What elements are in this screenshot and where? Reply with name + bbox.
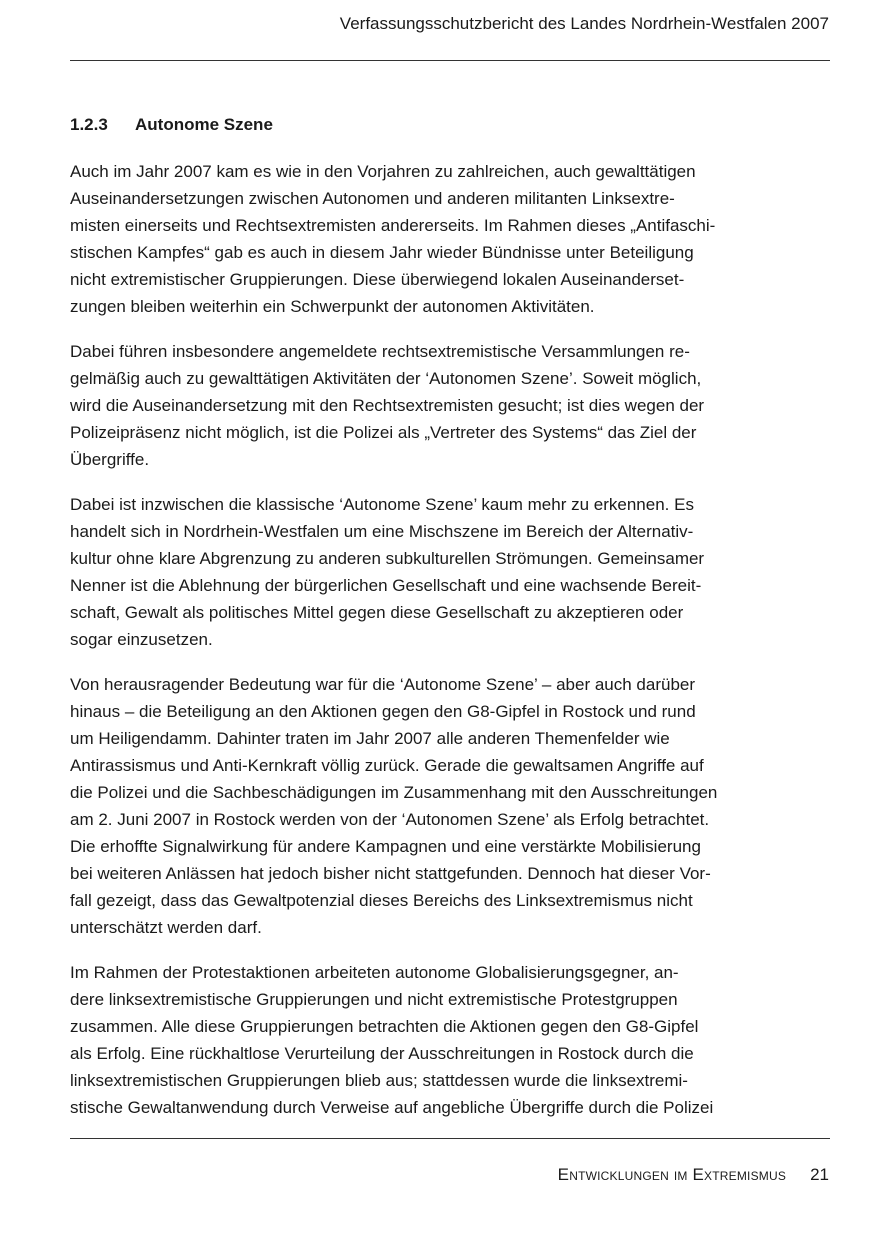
text-line: hinaus – die Beteiligung an den Aktionen gegen den G8-Gipfel in Rostock und rund [70, 702, 696, 721]
text-line: wird die Auseinandersetzung mit den Rechtsextremisten gesucht; ist dies wegen der [70, 396, 705, 415]
page-body [70, 112, 830, 1139]
section-title: Autonome Szene [135, 115, 273, 134]
text-line: linksextremistischen Gruppierungen blieb aus; stattdessen wurde die linksextremi- [70, 1071, 688, 1090]
section-number: 1.2.3 [70, 115, 108, 134]
paragraph [70, 491, 830, 653]
text-line: gelmäßig auch zu gewalttätigen Aktivitäten der ‘Autonomen Szene’. Soweit möglich, [70, 369, 702, 388]
text-line: um Heiligendamm. Dahinter traten im Jahr 2007 alle anderen Themenfelder wie [70, 729, 670, 748]
text-line: Von herausragender Bedeutung war für die ‘Autonome Szene’ – aber auch darüber [70, 675, 696, 694]
footer-section-title: Entwicklungen im Extremismus [557, 1165, 787, 1184]
text-line: Antirassismus und Anti-Kernkraft völlig zurück. Gerade die gewaltsamen Angriffe auf [70, 756, 704, 775]
paragraph [70, 959, 830, 1121]
paragraph [70, 338, 830, 473]
text-line: unterschätzt werden darf. [70, 918, 262, 937]
body-text [70, 158, 830, 1121]
text-line: Dabei führen insbesondere angemeldete rechtsextremistische Versammlungen re- [70, 342, 690, 361]
text-line: Nenner ist die Ablehnung der bürgerlichen Gesellschaft und eine wachsende Bereit- [70, 576, 702, 595]
text-line: Auch im Jahr 2007 kam es wie in den Vorjahren zu zahlreichen, auch gewalttätigen [70, 162, 696, 181]
text-line: Übergriffe. [70, 450, 150, 469]
text-line: fall gezeigt, dass das Gewaltpotenzial dieses Bereichs des Linksextremismus nicht [70, 891, 693, 910]
text-line: am 2. Juni 2007 in Rostock werden von der ‘Autonomen Szene’ als Erfolg betrachtet. [70, 810, 710, 829]
text-line: schaft, Gewalt als politisches Mittel gegen diese Gesellschaft zu akzeptieren oder [70, 603, 684, 622]
text-line: nicht extremistischer Gruppierungen. Diese überwiegend lokalen Auseinanderset- [70, 270, 685, 289]
page-number: 21 [810, 1165, 829, 1184]
text-line: bei weiteren Anlässen hat jedoch bisher nicht stattgefunden. Dennoch hat dieser Vor- [70, 864, 711, 883]
text-line: misten einerseits und Rechtsextremisten andererseits. Im Rahmen dieses „Antifaschi- [70, 216, 716, 235]
text-line: kultur ohne klare Abgrenzung zu anderen subkulturellen Strömungen. Gemeinsamer [70, 549, 705, 568]
running-header: Verfassungsschutzbericht des Landes Nordrhein-Westfalen 2007 [339, 14, 829, 33]
footer-divider [70, 1138, 830, 1139]
text-line: Auseinandersetzungen zwischen Autonomen und anderen militanten Linksextre- [70, 189, 675, 208]
text-line: zungen bleiben weiterhin ein Schwerpunkt der autonomen Aktivitäten. [70, 297, 595, 316]
text-line: Dabei ist inzwischen die klassische ‘Autonome Szene’ kaum mehr zu erkennen. Es [70, 495, 694, 514]
text-line: zusammen. Alle diese Gruppierungen betrachten die Aktionen gegen den G8-Gipfel [70, 1017, 699, 1036]
text-line: dere linksextremistische Gruppierungen und nicht extremistische Protestgruppen [70, 990, 678, 1009]
paragraph [70, 671, 830, 941]
text-line: stischen Kampfes“ gab es auch in diesem Jahr wieder Bündnisse unter Beteiligung [70, 243, 694, 262]
page-footer [558, 1164, 829, 1186]
header-divider [70, 60, 830, 61]
text-line: stische Gewaltanwendung durch Verweise auf angebliche Übergriffe durch die Polizei [70, 1098, 714, 1117]
text-line: sogar einzusetzen. [70, 630, 213, 649]
paragraph [70, 158, 830, 320]
text-line: als Erfolg. Eine rückhaltlose Verurteilung der Ausschreitungen in Rostock durch die [70, 1044, 694, 1063]
section-heading [70, 112, 830, 138]
text-line: Im Rahmen der Protestaktionen arbeiteten autonome Globalisierungsgegner, an- [70, 963, 679, 982]
text-line: handelt sich in Nordrhein-Westfalen um eine Mischszene im Bereich der Alternativ- [70, 522, 694, 541]
text-line: Polizeipräsenz nicht möglich, ist die Polizei als „Vertreter des Systems“ das Ziel der [70, 423, 697, 442]
text-line: Die erhoffte Signalwirkung für andere Kampagnen und eine verstärkte Mobilisierung [70, 837, 701, 856]
text-line: die Polizei und die Sachbeschädigungen im Zusammenhang mit den Ausschreitungen [70, 783, 718, 802]
